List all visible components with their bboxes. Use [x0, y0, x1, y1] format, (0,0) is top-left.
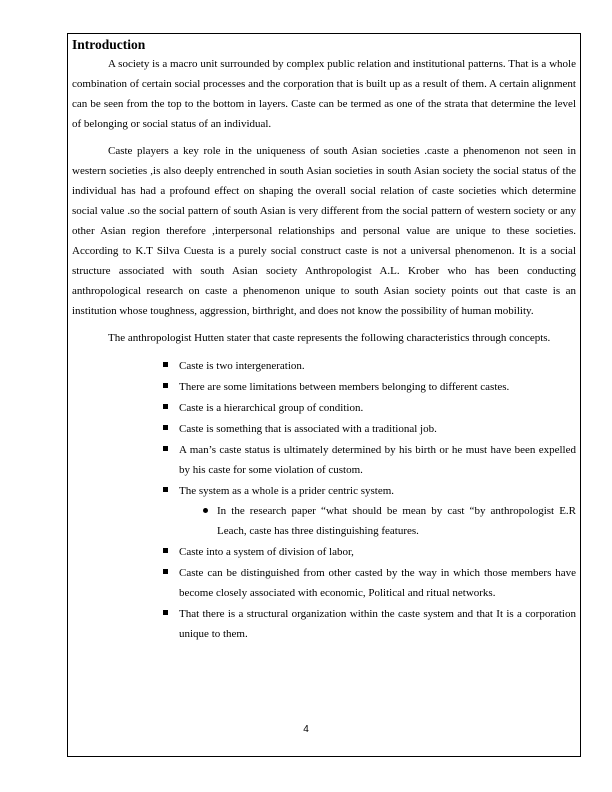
paragraph-1: A society is a macro unit surrounded by complex public relation and institutional patterns. That is a whole combination of certain social processes and the corporation that is built up as a result of them. A certain alignment can be seen from the top to the bottom in layers. Caste can be termed as one of the strata that determine the level of belonging or social status of an individual.: [72, 58, 576, 130]
paragraph-3: The anthropologist Hutten stater that caste represents the following characteristics through concepts.: [108, 332, 551, 344]
list-item: Caste is a hierarchical group of condition.: [162, 398, 576, 418]
section-heading: Introduction: [72, 37, 146, 52]
list-item: Caste can be distinguished from other casted by the way in which those members have become closely associated with economic, Political and ritual networks.: [162, 563, 576, 603]
page-number: 4: [303, 724, 309, 735]
list-item: Caste is something that is associated with a traditional job.: [162, 419, 576, 439]
list-item: Caste into a system of division of labor,: [162, 542, 576, 562]
list-item: [162, 481, 576, 541]
sub-list-item: In the research paper “what should be mean by cast “by anthropologist E.R Leach, caste has three distinguishing features.: [199, 501, 576, 541]
document-body: [72, 36, 576, 645]
characteristics-list: [162, 356, 576, 644]
list-item-text: The system as a whole is a prider centric system.: [179, 485, 395, 497]
list-item: That there is a structural organization within the caste system and that It is a corporation unique to them.: [162, 604, 576, 644]
list-item: Caste is two intergeneration.: [162, 356, 576, 376]
paragraph-2: Caste players a key role in the uniqueness of south Asian societies .caste a phenomenon not seen in western societies ,is also deeply entrenched in south Asian societies in south Asian society the social status of the individual has had a profound effect on shaping the overall social relation of caste societies which determine social value .so the social pattern of south Asian is very different from the social pattern of western society or any other Asian region therefore ,interpersonal relationships and personal value are unique to these societies. According to K.T Silva Cuesta is a purely social construct caste is not a universal phenomenon. It is a social structure associated with south Asian society Anthropologist A.L. Krober who has been conducting anthropological research on caste a phenomenon unique to south Asian society points out that caste is an institution whose toughness, aggression, birthright, and does not know the possibility of human mobility.: [72, 145, 576, 317]
sub-list: [199, 501, 576, 541]
list-item: There are some limitations between members belonging to different castes.: [162, 377, 576, 397]
list-item: A man’s caste status is ultimately determined by his birth or he must have been expelled by his caste for some violation of custom.: [162, 440, 576, 480]
